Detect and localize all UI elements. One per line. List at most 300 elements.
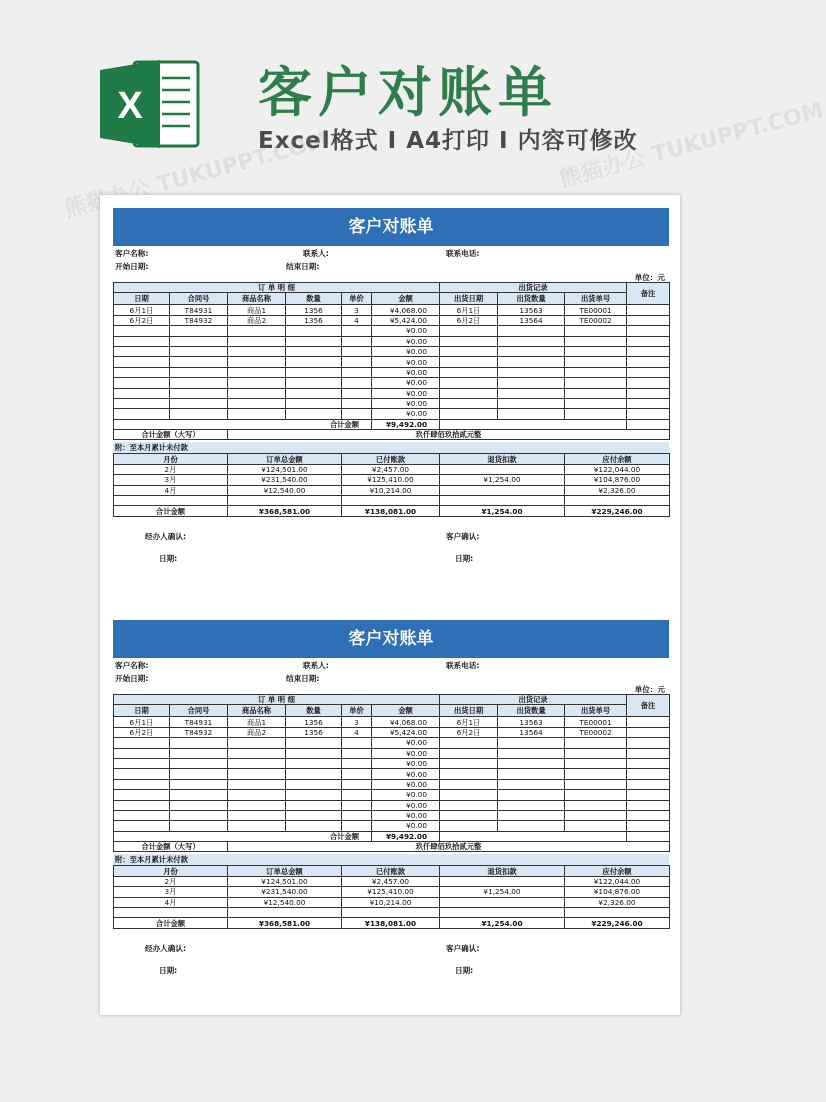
amount-cell: ¥104,876.00 bbox=[565, 887, 670, 897]
table-cell bbox=[440, 831, 627, 841]
table-cell: T84932 bbox=[170, 315, 228, 325]
table-cell bbox=[498, 800, 565, 810]
info-row-1 bbox=[113, 246, 669, 259]
table-cell bbox=[498, 748, 565, 758]
table-cell: 1356 bbox=[286, 727, 342, 737]
amount-cell: ¥231,540.00 bbox=[228, 475, 342, 485]
table-cell bbox=[286, 758, 342, 768]
order-table bbox=[113, 282, 670, 440]
total-value: ¥9,492.00 bbox=[372, 419, 440, 429]
unit-row bbox=[113, 272, 669, 282]
amount-cell: ¥0.00 bbox=[372, 346, 440, 356]
customer-date-label: 日期: bbox=[455, 553, 474, 563]
order-row bbox=[114, 738, 670, 748]
table-cell bbox=[114, 758, 170, 768]
table-cell bbox=[440, 821, 498, 831]
column-header: 出货数量 bbox=[498, 705, 565, 717]
table-cell bbox=[440, 748, 498, 758]
table-cell bbox=[498, 769, 565, 779]
amount-cell: ¥10,214.00 bbox=[342, 897, 440, 907]
table-cell bbox=[440, 398, 498, 408]
column-header: 退货扣款 bbox=[440, 866, 565, 876]
table-cell bbox=[114, 769, 170, 779]
table-cell bbox=[114, 790, 170, 800]
column-header: 月份 bbox=[114, 866, 228, 876]
excel-logo-letter: X bbox=[117, 85, 143, 127]
table-cell bbox=[498, 398, 565, 408]
month-cell bbox=[114, 496, 228, 506]
table-cell bbox=[342, 738, 372, 748]
handler-date-label: 日期: bbox=[159, 965, 178, 975]
table-cell bbox=[498, 779, 565, 789]
table-cell bbox=[440, 738, 498, 748]
table-cell: 商品1 bbox=[228, 717, 286, 727]
table-cell: 6月2日 bbox=[440, 727, 498, 737]
summary-total-value: ¥138,081.00 bbox=[342, 506, 440, 516]
unit-row bbox=[113, 684, 669, 694]
table-cell bbox=[498, 357, 565, 367]
table-cell bbox=[114, 409, 170, 419]
table-cell bbox=[170, 378, 228, 388]
order-row bbox=[114, 769, 670, 779]
column-header: 金额 bbox=[372, 705, 440, 717]
shipment-header: 出货记录 bbox=[440, 283, 627, 293]
table-cell: 13563 bbox=[498, 717, 565, 727]
table-cell bbox=[565, 769, 627, 779]
column-header: 应付余额 bbox=[565, 866, 670, 876]
column-header: 出货单号 bbox=[565, 705, 627, 717]
table-cell bbox=[170, 398, 228, 408]
remark-cell bbox=[627, 305, 670, 315]
table-cell: T84931 bbox=[170, 717, 228, 727]
contact-label: 联系人: bbox=[303, 661, 329, 670]
column-header: 合同号 bbox=[170, 293, 228, 305]
amount-cell bbox=[440, 496, 565, 506]
end-date-label: 结束日期: bbox=[286, 674, 320, 683]
table-cell bbox=[228, 326, 286, 336]
table-cell bbox=[565, 790, 627, 800]
summary-row bbox=[114, 496, 670, 506]
order-row bbox=[114, 800, 670, 810]
remark-cell bbox=[627, 367, 670, 377]
table-cell bbox=[170, 388, 228, 398]
table-cell bbox=[440, 758, 498, 768]
remark-cell bbox=[627, 738, 670, 748]
table-cell bbox=[440, 779, 498, 789]
amount-cell: ¥104,876.00 bbox=[565, 475, 670, 485]
table-cell bbox=[342, 769, 372, 779]
table-cell bbox=[342, 810, 372, 820]
amount-cell: ¥2,457.00 bbox=[342, 876, 440, 886]
summary-total-value: ¥229,246.00 bbox=[565, 506, 670, 516]
amount-cell: ¥12,540.00 bbox=[228, 897, 342, 907]
order-column-header-row bbox=[114, 705, 670, 717]
table-cell bbox=[342, 821, 372, 831]
table-cell bbox=[498, 821, 565, 831]
table-cell bbox=[114, 357, 170, 367]
amount-cell: ¥0.00 bbox=[372, 336, 440, 346]
column-header: 已付账款 bbox=[342, 454, 440, 464]
table-cell bbox=[342, 800, 372, 810]
table-cell bbox=[440, 769, 498, 779]
amount-cell: ¥4,068.00 bbox=[372, 717, 440, 727]
table-cell bbox=[565, 388, 627, 398]
amount-cell: ¥2,326.00 bbox=[565, 897, 670, 907]
amount-cell bbox=[440, 876, 565, 886]
table-cell bbox=[286, 346, 342, 356]
table-cell bbox=[440, 419, 627, 429]
excel-logo-icon bbox=[100, 56, 202, 152]
total-in-words-value: 玖仟肆佰玖拾贰元整 bbox=[228, 430, 670, 440]
table-cell bbox=[286, 367, 342, 377]
table-cell bbox=[286, 769, 342, 779]
summary-total-row bbox=[114, 918, 670, 928]
handler-confirm-label: 经办人确认: bbox=[145, 531, 187, 541]
table-cell bbox=[440, 810, 498, 820]
contact-label: 联系人: bbox=[303, 249, 329, 258]
amount-cell: ¥0.00 bbox=[372, 738, 440, 748]
table-cell bbox=[498, 810, 565, 820]
table-cell bbox=[565, 378, 627, 388]
total-in-words-value: 玖仟肆佰玖拾贰元整 bbox=[228, 842, 670, 852]
info-row-2 bbox=[113, 671, 669, 684]
column-header: 数量 bbox=[286, 705, 342, 717]
column-header: 日期 bbox=[114, 293, 170, 305]
table-cell: 13564 bbox=[498, 315, 565, 325]
amount-cell bbox=[440, 485, 565, 495]
total-label: 合计金额 bbox=[114, 831, 372, 841]
table-cell bbox=[228, 388, 286, 398]
table-cell: 6月1日 bbox=[440, 305, 498, 315]
order-table bbox=[113, 694, 670, 852]
column-header: 单价 bbox=[342, 705, 372, 717]
table-cell bbox=[114, 346, 170, 356]
shipment-header: 出货记录 bbox=[440, 695, 627, 705]
end-date-label: 结束日期: bbox=[286, 262, 320, 271]
table-cell bbox=[342, 748, 372, 758]
watermark: 熊猫办公 TUKUPPT.COM bbox=[556, 98, 826, 193]
summary-row bbox=[114, 485, 670, 495]
table-cell bbox=[286, 409, 342, 419]
table-cell bbox=[565, 346, 627, 356]
customer-confirm-label: 客户确认: bbox=[446, 943, 480, 953]
amount-cell: ¥0.00 bbox=[372, 367, 440, 377]
order-row bbox=[114, 346, 670, 356]
phone-label: 联系电话: bbox=[446, 661, 480, 670]
order-row bbox=[114, 758, 670, 768]
summary-row bbox=[114, 475, 670, 485]
table-cell bbox=[170, 326, 228, 336]
table-cell bbox=[342, 779, 372, 789]
month-cell bbox=[114, 908, 228, 918]
summary-row bbox=[114, 897, 670, 907]
table-cell bbox=[114, 810, 170, 820]
amount-cell: ¥124,501.00 bbox=[228, 464, 342, 474]
table-cell: TE00002 bbox=[565, 727, 627, 737]
table-cell bbox=[114, 398, 170, 408]
column-header: 日期 bbox=[114, 705, 170, 717]
remark-cell bbox=[627, 419, 670, 429]
remark-header: 备注 bbox=[627, 283, 670, 305]
order-detail-header: 订 单 明 细 bbox=[114, 695, 440, 705]
amount-cell: ¥0.00 bbox=[372, 779, 440, 789]
remark-cell bbox=[627, 357, 670, 367]
amount-cell: ¥0.00 bbox=[372, 388, 440, 398]
order-total-row bbox=[114, 419, 670, 429]
statement-sheet-1 bbox=[113, 208, 669, 579]
remark-cell bbox=[627, 409, 670, 419]
note-label: 附：至本月累计未付款 bbox=[113, 854, 669, 865]
table-cell bbox=[440, 800, 498, 810]
amount-cell: ¥2,457.00 bbox=[342, 464, 440, 474]
column-header: 合同号 bbox=[170, 705, 228, 717]
table-cell bbox=[342, 326, 372, 336]
table-cell bbox=[286, 336, 342, 346]
amount-cell: ¥1,254.00 bbox=[440, 887, 565, 897]
total-value: ¥9,492.00 bbox=[372, 831, 440, 841]
table-cell bbox=[286, 810, 342, 820]
amount-cell bbox=[342, 496, 440, 506]
remark-cell bbox=[627, 821, 670, 831]
table-cell bbox=[440, 336, 498, 346]
amount-cell: ¥125,410.00 bbox=[342, 887, 440, 897]
column-header: 订单总金额 bbox=[228, 866, 342, 876]
info-row-1 bbox=[113, 658, 669, 671]
table-cell bbox=[286, 388, 342, 398]
table-cell bbox=[228, 810, 286, 820]
summary-header-row bbox=[114, 866, 670, 876]
table-cell bbox=[114, 779, 170, 789]
table-cell bbox=[342, 378, 372, 388]
summary-total-label: 合计金额 bbox=[114, 506, 228, 516]
handler-date-label: 日期: bbox=[159, 553, 178, 563]
amount-cell bbox=[228, 496, 342, 506]
table-cell bbox=[114, 378, 170, 388]
note-label: 附：至本月累计未付款 bbox=[113, 442, 669, 453]
table-cell: 6月2日 bbox=[440, 315, 498, 325]
amount-cell: ¥0.00 bbox=[372, 758, 440, 768]
table-cell: 6月1日 bbox=[114, 305, 170, 315]
amount-cell: ¥0.00 bbox=[372, 357, 440, 367]
table-cell bbox=[286, 779, 342, 789]
table-cell bbox=[498, 758, 565, 768]
summary-header-row bbox=[114, 454, 670, 464]
order-row bbox=[114, 717, 670, 727]
remark-cell bbox=[627, 779, 670, 789]
table-cell bbox=[565, 326, 627, 336]
table-cell bbox=[170, 357, 228, 367]
remark-cell bbox=[627, 748, 670, 758]
table-cell bbox=[565, 409, 627, 419]
table-cell bbox=[228, 346, 286, 356]
table-cell bbox=[498, 388, 565, 398]
table-cell bbox=[342, 790, 372, 800]
month-cell: 3月 bbox=[114, 475, 228, 485]
column-header: 应付余额 bbox=[565, 454, 670, 464]
remark-cell bbox=[627, 790, 670, 800]
amount-cell: ¥10,214.00 bbox=[342, 485, 440, 495]
summary-total-value: ¥1,254.00 bbox=[440, 918, 565, 928]
amount-cell: ¥231,540.00 bbox=[228, 887, 342, 897]
table-cell bbox=[498, 367, 565, 377]
table-cell: 商品2 bbox=[228, 727, 286, 737]
order-column-header-row bbox=[114, 293, 670, 305]
column-header: 商品名称 bbox=[228, 293, 286, 305]
table-cell bbox=[565, 810, 627, 820]
remark-cell bbox=[627, 758, 670, 768]
summary-total-label: 合计金额 bbox=[114, 918, 228, 928]
table-cell bbox=[170, 748, 228, 758]
amount-cell: ¥125,410.00 bbox=[342, 475, 440, 485]
table-cell bbox=[342, 346, 372, 356]
table-cell: 商品2 bbox=[228, 315, 286, 325]
summary-total-value: ¥1,254.00 bbox=[440, 506, 565, 516]
column-header: 订单总金额 bbox=[228, 454, 342, 464]
table-cell: 6月2日 bbox=[114, 727, 170, 737]
order-row bbox=[114, 357, 670, 367]
table-cell bbox=[228, 748, 286, 758]
table-cell bbox=[228, 409, 286, 419]
table-cell bbox=[286, 821, 342, 831]
table-cell bbox=[565, 800, 627, 810]
table-cell: 3 bbox=[342, 305, 372, 315]
table-cell bbox=[565, 398, 627, 408]
order-row bbox=[114, 748, 670, 758]
table-cell bbox=[565, 821, 627, 831]
amount-cell: ¥0.00 bbox=[372, 790, 440, 800]
table-cell bbox=[440, 409, 498, 419]
table-cell bbox=[286, 357, 342, 367]
remark-cell bbox=[627, 336, 670, 346]
order-row bbox=[114, 326, 670, 336]
amount-cell: ¥0.00 bbox=[372, 326, 440, 336]
table-cell bbox=[228, 378, 286, 388]
column-header: 金额 bbox=[372, 293, 440, 305]
remark-header: 备注 bbox=[627, 695, 670, 717]
table-cell bbox=[286, 398, 342, 408]
table-cell bbox=[498, 346, 565, 356]
amount-cell: ¥0.00 bbox=[372, 409, 440, 419]
table-cell bbox=[342, 357, 372, 367]
start-date-label: 开始日期: bbox=[115, 262, 149, 271]
table-cell bbox=[498, 336, 565, 346]
page-subtitle: Excel格式 I A4打印 I 内容可修改 bbox=[258, 128, 638, 154]
column-header: 出货日期 bbox=[440, 705, 498, 717]
table-cell bbox=[440, 378, 498, 388]
table-cell: 4 bbox=[342, 315, 372, 325]
month-cell: 2月 bbox=[114, 464, 228, 474]
amount-cell bbox=[228, 908, 342, 918]
table-cell: 1356 bbox=[286, 315, 342, 325]
table-cell bbox=[498, 738, 565, 748]
start-date-label: 开始日期: bbox=[115, 674, 149, 683]
summary-row bbox=[114, 908, 670, 918]
table-cell: TE00001 bbox=[565, 717, 627, 727]
amount-cell: ¥5,424.00 bbox=[372, 727, 440, 737]
table-cell: 13564 bbox=[498, 727, 565, 737]
table-cell bbox=[440, 790, 498, 800]
table-cell bbox=[228, 398, 286, 408]
customer-confirm-label: 客户确认: bbox=[446, 531, 480, 541]
amount-cell: ¥0.00 bbox=[372, 800, 440, 810]
amount-cell bbox=[342, 908, 440, 918]
amount-cell: ¥0.00 bbox=[372, 810, 440, 820]
column-header: 商品名称 bbox=[228, 705, 286, 717]
table-cell: 6月1日 bbox=[440, 717, 498, 727]
amount-cell: ¥2,326.00 bbox=[565, 485, 670, 495]
amount-cell: ¥0.00 bbox=[372, 769, 440, 779]
table-cell bbox=[286, 790, 342, 800]
customer-name-label: 客户名称: bbox=[115, 249, 149, 258]
order-row bbox=[114, 810, 670, 820]
table-cell bbox=[170, 409, 228, 419]
table-cell: 3 bbox=[342, 717, 372, 727]
table-cell bbox=[286, 378, 342, 388]
summary-table bbox=[113, 453, 670, 516]
month-cell: 4月 bbox=[114, 485, 228, 495]
column-header: 出货数量 bbox=[498, 293, 565, 305]
table-cell: 13563 bbox=[498, 305, 565, 315]
order-detail-header: 订 单 明 细 bbox=[114, 283, 440, 293]
table-cell bbox=[228, 821, 286, 831]
amount-cell: ¥0.00 bbox=[372, 378, 440, 388]
table-cell bbox=[170, 336, 228, 346]
remark-cell bbox=[627, 315, 670, 325]
amount-cell: ¥0.00 bbox=[372, 821, 440, 831]
remark-cell bbox=[627, 831, 670, 841]
amount-cell: ¥122,044.00 bbox=[565, 464, 670, 474]
total-in-words-row bbox=[114, 842, 670, 852]
table-cell: 商品1 bbox=[228, 305, 286, 315]
order-row bbox=[114, 388, 670, 398]
column-header: 月份 bbox=[114, 454, 228, 464]
table-cell bbox=[228, 357, 286, 367]
table-cell: 6月1日 bbox=[114, 717, 170, 727]
order-total-row bbox=[114, 831, 670, 841]
table-cell bbox=[565, 367, 627, 377]
table-cell bbox=[498, 790, 565, 800]
table-cell: T84931 bbox=[170, 305, 228, 315]
table-cell bbox=[342, 367, 372, 377]
table-cell bbox=[170, 800, 228, 810]
table-cell bbox=[170, 758, 228, 768]
table-cell bbox=[342, 409, 372, 419]
total-in-words-label: 合计金额（大写） bbox=[114, 842, 228, 852]
table-cell bbox=[498, 378, 565, 388]
page-title: 客户对账单 bbox=[258, 61, 558, 124]
statement-sheet-2 bbox=[113, 620, 669, 991]
table-cell bbox=[565, 738, 627, 748]
remark-cell bbox=[627, 769, 670, 779]
table-cell bbox=[170, 367, 228, 377]
column-header: 单价 bbox=[342, 293, 372, 305]
table-cell bbox=[114, 388, 170, 398]
remark-cell bbox=[627, 378, 670, 388]
order-row bbox=[114, 821, 670, 831]
table-cell bbox=[565, 758, 627, 768]
table-cell: 1356 bbox=[286, 717, 342, 727]
total-label: 合计金额 bbox=[114, 419, 372, 429]
amount-cell: ¥122,044.00 bbox=[565, 876, 670, 886]
column-header: 出货日期 bbox=[440, 293, 498, 305]
remark-cell bbox=[627, 388, 670, 398]
signature-area bbox=[113, 929, 669, 991]
summary-total-value: ¥138,081.00 bbox=[342, 918, 440, 928]
table-cell bbox=[114, 738, 170, 748]
table-cell bbox=[565, 357, 627, 367]
summary-total-value: ¥368,581.00 bbox=[228, 918, 342, 928]
table-cell bbox=[170, 769, 228, 779]
